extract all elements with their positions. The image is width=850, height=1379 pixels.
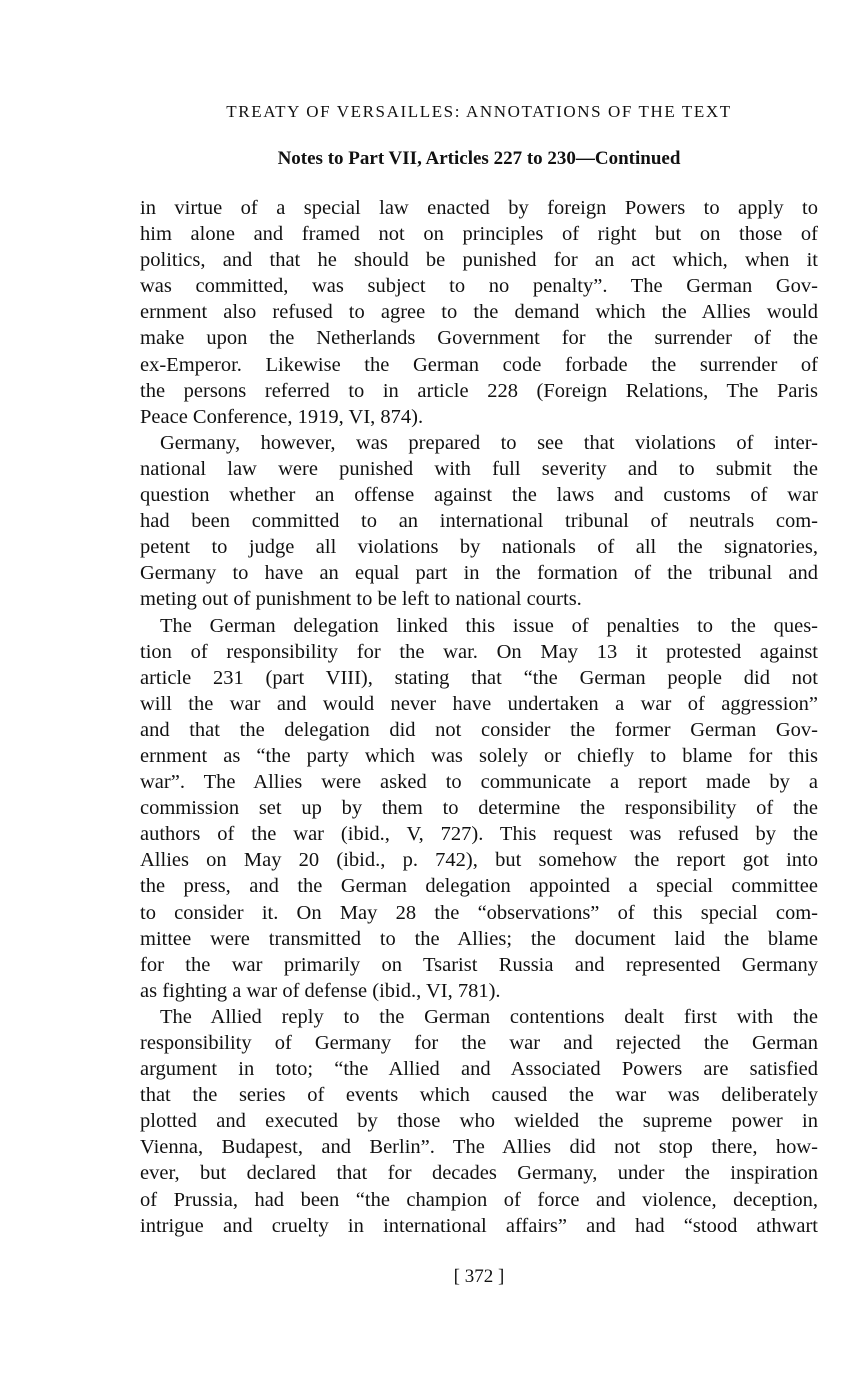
text-line: politics, and that he should be punished for an act which, when it xyxy=(140,249,818,272)
text-line: plotted and executed by those who wielded the supreme power in xyxy=(140,1110,818,1133)
text-line: meting out of punishment to be left to national courts. xyxy=(140,588,582,611)
text-line: the press, and the German delegation appointed a special committee xyxy=(140,875,818,898)
text-line: question whether an offense against the laws and customs of war xyxy=(140,484,818,507)
text-line: and that the delegation did not consider the former German Gov- xyxy=(140,718,818,741)
text-line: authors of the war (ibid., V, 727). This request was refused by the xyxy=(140,823,818,846)
section-title: Notes to Part VII, Articles 227 to 230—Continued xyxy=(277,148,681,169)
text-line: Germany, however, was prepared to see that violations of inter- xyxy=(160,431,818,454)
text-line: ever, but declared that for decades Germany, under the inspiration xyxy=(140,1162,818,1185)
text-line: argument in toto; “the Allied and Associated Powers are satisfied xyxy=(140,1058,818,1081)
text-line: article 231 (part VIII), stating that “the German people did not xyxy=(140,666,818,689)
text-line: will the war and would never have undertaken a war of aggression” xyxy=(140,692,818,715)
text-line: Peace Conference, 1919, VI, 874). xyxy=(140,405,424,428)
text-line: The German delegation linked this issue of penalties to the ques- xyxy=(160,614,818,637)
text-line: war”. The Allies were asked to communicate a report made by a xyxy=(140,771,818,794)
text-line: for the war primarily on Tsarist Russia and represented Germany xyxy=(140,953,818,976)
text-line: commission set up by them to determine the responsibility of the xyxy=(140,797,818,820)
text-line: ernment also refused to agree to the demand which the Allies would xyxy=(140,301,818,324)
text-line: was committed, was subject to no penalty”. The German Gov- xyxy=(140,275,818,298)
text-line: Allies on May 20 (ibid., p. 742), but somehow the report got into xyxy=(140,849,818,872)
body-text xyxy=(140,195,818,1239)
text-line: intrigue and cruelty in international affairs” and had “stood athwart xyxy=(140,1214,818,1237)
text-line: ex-Emperor. Likewise the German code forbade the surrender of xyxy=(140,353,818,376)
text-line: national law were punished with full severity and to submit the xyxy=(140,457,818,480)
text-line: responsibility of Germany for the war and rejected the German xyxy=(140,1032,818,1054)
text-line: mittee were transmitted to the Allies; the document laid the blame xyxy=(140,927,818,950)
text-line: had been committed to an international tribunal of neutrals com- xyxy=(140,510,818,533)
text-line: ernment as “the party which was solely or chiefly to blame for this xyxy=(140,744,818,767)
page-number: [ 372 ] xyxy=(453,1266,505,1287)
text-line: him alone and framed not on principles of right but on those of xyxy=(140,223,818,246)
text-line: Vienna, Budapest, and Berlin”. The Allies did not stop there, how- xyxy=(140,1136,818,1159)
text-line: The Allied reply to the German contentions dealt first with the xyxy=(160,1005,818,1028)
text-line: of Prussia, had been “the champion of force and violence, deception, xyxy=(140,1188,818,1211)
text-line: tion of responsibility for the war. On May 13 it protested against xyxy=(140,640,818,663)
text-line: that the series of events which caused the war was deliberately xyxy=(140,1084,818,1107)
running-title: TREATY OF VERSAILLES: ANNOTATIONS OF THE TEXT xyxy=(226,102,732,121)
text-line: in virtue of a special law enacted by foreign Powers to apply to xyxy=(140,197,818,219)
text-line: as fighting a war of defense (ibid., VI, 781). xyxy=(140,979,501,1002)
text-line: to consider it. On May 28 the “observations” of this special com- xyxy=(140,901,818,924)
text-line: Germany to have an equal part in the formation of the tribunal and xyxy=(140,562,818,585)
text-line: petent to judge all violations by nationals of all the signatories, xyxy=(140,536,818,559)
text-line: make upon the Netherlands Government for the surrender of the xyxy=(140,327,818,350)
text-line: the persons referred to in article 228 (Foreign Relations, The Paris xyxy=(140,379,818,402)
